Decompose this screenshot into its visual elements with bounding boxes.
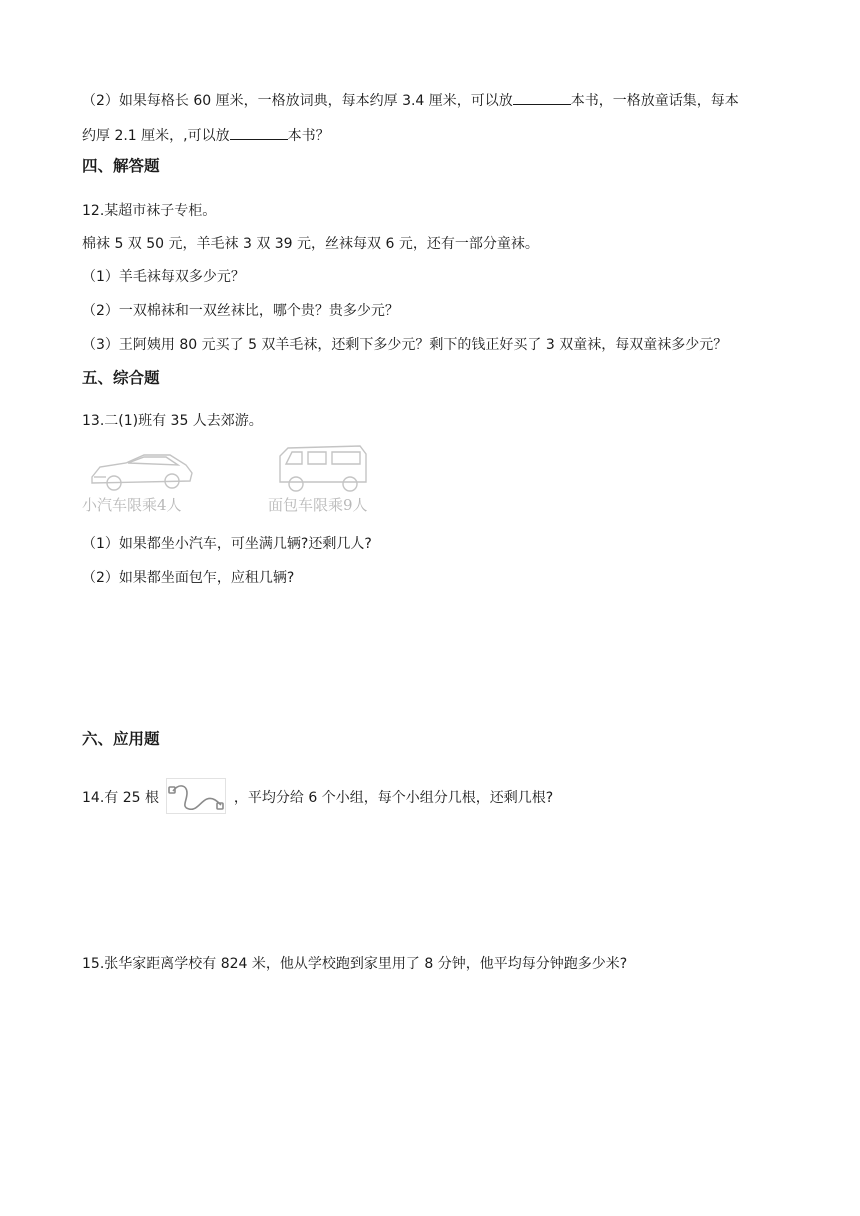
q12-part2: （2）一双棉袜和一双丝袜比，哪个贵？贵多少元？ <box>82 303 399 319</box>
van-illustration <box>272 442 372 496</box>
q14-text-before: 14.有 25 根 <box>82 790 159 806</box>
q11-part2-text-c: 约厚 2.1 厘米，,可以放 <box>82 128 230 144</box>
q14-text-after: ，平均分给 6 个小组，每个小组分几根，还剩几根? <box>233 790 554 806</box>
q11-part2-text-a: （2）如果每格长 60 厘米，一格放词典，每本约厚 3.4 厘米，可以放 <box>82 93 513 109</box>
q14-line <box>82 780 553 816</box>
q11-part2-text-b: 本书，一格放童话集，每本 <box>570 93 739 109</box>
jump-rope-icon <box>166 778 226 814</box>
q13-stem: 13.二(1)班有 35 人去郊游。 <box>82 413 263 429</box>
q11-part2-line2 <box>82 127 330 143</box>
answer-blank[interactable] <box>230 127 288 140</box>
car-caption: 小汽车限乘4人 <box>82 496 182 514</box>
q11-part2-line1 <box>82 92 739 108</box>
car-illustration <box>86 447 198 495</box>
answer-blank[interactable] <box>513 92 571 105</box>
q13-part2: （2）如果都坐面包乍，应租几辆? <box>82 570 295 586</box>
q15-stem: 15.张华家距离学校有 824 米，他从学校跑到家里用了 8 分钟，他平均每分钟跑多少米? <box>82 956 628 972</box>
q12-part3: （3）王阿姨用 80 元买了 5 双羊毛袜，还剩下多少元？剩下的钱正好买了 3 双童袜，每双童袜多少元？ <box>82 337 728 353</box>
section-heading-5: 五、综合题 <box>82 369 160 387</box>
section-heading-6: 六、应用题 <box>82 730 160 748</box>
q12-stem: 12.某超市袜子专柜。 <box>82 203 217 219</box>
van-caption: 面包车限乘9人 <box>268 496 368 514</box>
q12-part1: （1）羊毛袜每双多少元？ <box>82 269 245 285</box>
q12-info: 棉袜 5 双 50 元，羊毛袜 3 双 39 元，丝袜每双 6 元，还有一部分童袜。 <box>82 236 539 252</box>
section-heading-4: 四、解答题 <box>82 157 160 175</box>
q13-part1: （1）如果都坐小汽车，可坐满几辆?还剩几人? <box>82 536 372 552</box>
q11-part2-text-d: 本书？ <box>287 128 330 144</box>
